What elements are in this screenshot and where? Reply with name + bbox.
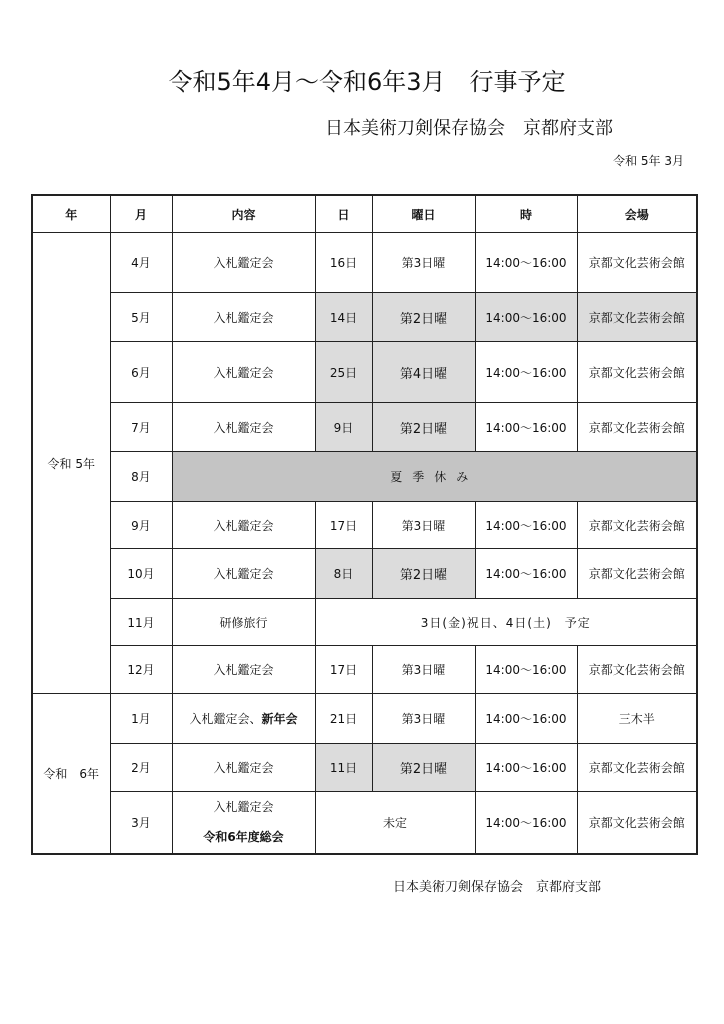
time-cell: 14:00～16:00 — [475, 342, 577, 403]
venue-cell: 京都文化芸術会館 — [577, 502, 697, 549]
time-cell: 14:00～16:00 — [475, 549, 577, 599]
venue-cell: 京都文化芸術会館 — [577, 549, 697, 599]
time-cell: 14:00～16:00 — [475, 694, 577, 744]
venue-cell: 京都文化芸術会館 — [577, 792, 697, 854]
day-cell: 8日 — [315, 549, 372, 599]
table-row — [32, 599, 697, 646]
day-cell: 25日 — [315, 342, 372, 403]
month-cell: 12月 — [110, 646, 172, 694]
weekday-cell: 第3日曜 — [372, 694, 475, 744]
month-cell: 8月 — [110, 452, 172, 502]
col-header-time: 時 — [475, 195, 577, 233]
month-cell: 1月 — [110, 694, 172, 744]
content-part: 入札鑑定会、 — [189, 712, 262, 726]
time-cell: 14:00～16:00 — [475, 502, 577, 549]
content-cell: 入札鑑定会 — [172, 549, 315, 599]
content-cell: 入札鑑定会 — [172, 646, 315, 694]
content-cell: 研修旅行 — [172, 599, 315, 646]
weekday-cell: 第2日曜 — [372, 293, 475, 342]
time-cell: 14:00～16:00 — [475, 792, 577, 854]
footer-organization: 日本美術刀剣保存協会 京都府支部 — [393, 880, 602, 895]
weekday-cell: 第3日曜 — [372, 233, 475, 293]
table-row — [32, 549, 697, 599]
issue-date: 令和 5年 3月 — [613, 154, 684, 168]
day-cell: 9日 — [315, 403, 372, 452]
weekday-cell: 第3日曜 — [372, 646, 475, 694]
day-cell: 14日 — [315, 293, 372, 342]
schedule-table — [31, 194, 698, 855]
content-cell: 入札鑑定会 — [172, 403, 315, 452]
time-cell: 14:00～16:00 — [475, 744, 577, 792]
day-cell: 17日 — [315, 502, 372, 549]
table-row — [32, 293, 697, 342]
venue-cell: 京都文化芸術会館 — [577, 342, 697, 403]
month-cell: 3月 — [110, 792, 172, 854]
col-header-month: 月 — [110, 195, 172, 233]
month-cell: 5月 — [110, 293, 172, 342]
table-header-row — [32, 195, 697, 233]
table-row — [32, 502, 697, 549]
venue-cell: 京都文化芸術会館 — [577, 233, 697, 293]
content-cell: 入札鑑定会 — [172, 233, 315, 293]
content-cell: 入札鑑定会 — [172, 502, 315, 549]
time-cell: 14:00～16:00 — [475, 293, 577, 342]
content-cell: 入札鑑定会 — [172, 293, 315, 342]
time-cell: 14:00～16:00 — [475, 646, 577, 694]
col-header-venue: 会場 — [577, 195, 697, 233]
weekday-cell: 第2日曜 — [372, 744, 475, 792]
day-cell: 11日 — [315, 744, 372, 792]
year-cell-r6: 令和 6年 — [32, 694, 110, 854]
time-cell: 14:00～16:00 — [475, 403, 577, 452]
table-row — [32, 342, 697, 403]
month-cell: 6月 — [110, 342, 172, 403]
table-row — [32, 233, 697, 293]
table-row — [32, 694, 697, 744]
month-cell: 11月 — [110, 599, 172, 646]
month-cell: 10月 — [110, 549, 172, 599]
day-undecided-cell: 未定 — [315, 792, 475, 854]
col-header-year: 年 — [32, 195, 110, 233]
summer-break-cell: 夏季休み — [172, 452, 697, 502]
month-cell: 2月 — [110, 744, 172, 792]
weekday-cell: 第2日曜 — [372, 403, 475, 452]
month-cell: 9月 — [110, 502, 172, 549]
content-cell — [172, 792, 315, 854]
trip-note-cell: 3日(金)祝日、4日(土) 予定 — [315, 599, 697, 646]
day-cell: 16日 — [315, 233, 372, 293]
day-cell: 17日 — [315, 646, 372, 694]
month-cell: 4月 — [110, 233, 172, 293]
organization-name: 日本美術刀剣保存協会 京都府支部 — [325, 118, 613, 139]
day-cell: 21日 — [315, 694, 372, 744]
month-cell: 7月 — [110, 403, 172, 452]
venue-cell: 三木半 — [577, 694, 697, 744]
content-part-newyear: 新年会 — [261, 712, 298, 726]
col-header-weekday: 曜日 — [372, 195, 475, 233]
venue-cell: 京都文化芸術会館 — [577, 403, 697, 452]
weekday-cell: 第2日曜 — [372, 549, 475, 599]
content-line-general-meeting: 令和6年度総会 — [203, 830, 284, 845]
content-cell: 入札鑑定会 — [172, 744, 315, 792]
col-header-day: 日 — [315, 195, 372, 233]
weekday-cell: 第4日曜 — [372, 342, 475, 403]
table-row — [32, 403, 697, 452]
table-row — [32, 452, 697, 502]
venue-cell: 京都文化芸術会館 — [577, 744, 697, 792]
col-header-content: 内容 — [172, 195, 315, 233]
table-row — [32, 646, 697, 694]
page-title: 令和5年4月～令和6年3月 行事予定 — [168, 68, 566, 96]
weekday-cell: 第3日曜 — [372, 502, 475, 549]
table-row — [32, 744, 697, 792]
year-cell-r5: 令和 5年 — [32, 233, 110, 694]
content-cell — [172, 694, 315, 744]
venue-cell: 京都文化芸術会館 — [577, 646, 697, 694]
table-row — [32, 792, 697, 854]
content-line-auction: 入札鑑定会 — [213, 800, 274, 815]
content-cell: 入札鑑定会 — [172, 342, 315, 403]
time-cell: 14:00～16:00 — [475, 233, 577, 293]
venue-cell: 京都文化芸術会館 — [577, 293, 697, 342]
